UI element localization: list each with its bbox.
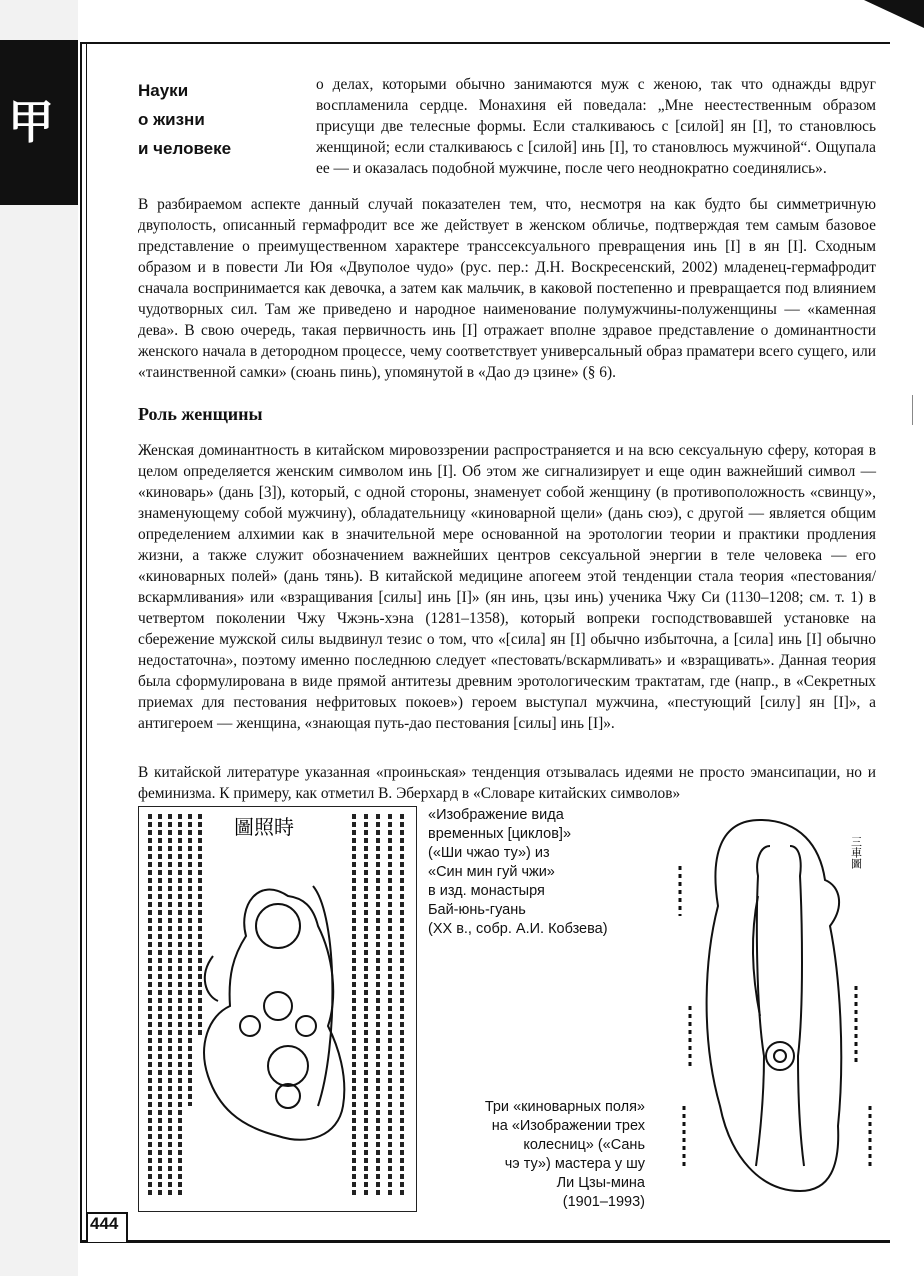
caption-left-line-5: в изд. монастыря [428,883,545,899]
caption-left-line-2: временных [циклов]» [428,826,572,842]
caption-right [455,1098,645,1212]
caption-right-line-6: (1901–1993) [562,1194,645,1210]
figure-left-text-columns [150,814,402,1196]
side-heading-line-2: о жизни [138,110,205,129]
quote-text: о делах, которыми обычно занимаются муж с женою, так что однажды вдруг воспламенила сердце. Монахиня ей поведала: „Мне неестественным образом присущи две телесные формы. Если сталкиваюсь с [силой] ян [I], то становлюсь женщиной; если сталкиваюсь с [силой] инь [I], то становлюсь мужчиной“. Ощупала ее — и оказалась подобной мужчине, после чего неоднократно соединялись». [316,76,876,177]
side-heading-line-3: и человеке [138,139,232,158]
scan-artifact [912,395,913,425]
caption-right-line-2: на «Изображении трех [491,1118,645,1134]
caption-left-line-1: «Изображение вида [428,807,564,823]
section-title: Роль женщины [138,404,263,424]
caption-right-line-4: чэ ту») мастера у шу [504,1156,645,1172]
paragraph-1: В разбираемом аспекте данный случай показателен тем, что, несмотря на как будто бы симметричную двуполость, описанный гермафродит все же действует в женском обличье, подтверждая тем самым базовое представление о преимущественном характере транссексуального превращения инь [I] в ян [I]. Сходным образом и в повести Ли Юя «Двуполое чудо» (рус. пер.: Д.Н. Воскресенский, 2002) младенец-гермафродит сначала воспринимается как девочка, а затем как мальчик, в каковой постепенно и превращается под влиянием чудотворных сил. Там же приведено и народное наименование полумужчины-полуженщины — «каменная дева». В свою очередь, такая первичность инь [I] отражает вполне здравое представление о доминантности женского начала в детородном процессе, чему соответствует универсальный образ праматери всего сущего, или «таинственной самки» (сюань пинь), упомянутой в «Дао дэ цзине» (§ 6). [138,196,876,381]
paragraph-3: В китайской литературе указанная «проиньская» тенденция отзывалась идеями не просто эмансипации, но и феминизма. К примеру, как отметил В. Эберхард в «Словаре китайских символов» [138,764,876,802]
figure-left-illustration [138,806,418,1210]
side-heading [138,76,258,163]
caption-left-line-6: Бай-юнь-гуань [428,902,526,918]
frame-left-inner [86,42,87,1242]
side-heading-line-1: Науки [138,81,189,100]
corner-mark [864,0,924,28]
frame-bottom [80,1240,890,1243]
figure-right-illustration [660,806,886,1210]
caption-right-line-1: Три «киноварных поля» [484,1099,645,1115]
caption-right-line-5: Ли Цзы-мина [556,1175,645,1191]
frame-top [80,42,890,44]
frame-left [80,42,82,1242]
caption-left-line-4: «Син мин гуй чжи» [428,864,555,880]
caption-left [428,806,648,939]
page-number: 444 [90,1214,119,1233]
caption-left-line-7: (XX в., собр. А.И. Кобзева) [428,921,608,937]
margin-glyph: 甲 [8,95,54,149]
caption-left-line-3: («Ши чжао ту») из [428,845,550,861]
paragraph-2: Женская доминантность в китайском мировоззрении распространяется и на всю сексуальную сферу, которая в целом определяется женским символом инь [I]. Об этом же сигнализирует и еще один важнейший символ — «киноварь» (дань [3]), который, с одной стороны, знаменует собой женщину (в противоположность «свинцу», знаменующему собой мужчину), обладательницу «киноварной щели» (дань сюэ), с другой — является общим определением алхимии как в значительной мере основанной на эротологии теории и практики продления жизни, а также служит обозначением важнейших центров сексуальной энергии в теле человека — его «киноварных полей» (дань тянь). В китайской медицине апогеем этой тенденции стала теория «пестования/вскармливания» или «взращивания [силы] инь [I]» (ян инь, цзы инь) ученика Чжу Си (1130–1208; см. т. 1) в четвертом поколении Чжу Чжэнь-хэна (1281–1358), который вопреки господствовавшей установке на сбережение мужской силы выдвинул тезис о том, что «[сила] ян [I] обычно избыточна, а [сила] инь [I] обычно недостаточна», поэтому именно последнюю следует «пестовать/вскармливать» и «взращивать». Данная теория была сформулирована в виде прямой антитезы древним эротологическим трактатам, где (напр., в «Секретных приемах для пестования нефритовых покоев») героем выступал мужчина, «пестующий [силу] ян [I]», а антигероем — женщина, «знающая путь-дао пестования [силы] инь [I]». [138,442,876,732]
figure-right-title: 三車圖 [849,836,863,869]
caption-right-line-3: колесниц» («Сань [523,1137,645,1153]
figure-left-title: 圖照時 [234,815,294,839]
